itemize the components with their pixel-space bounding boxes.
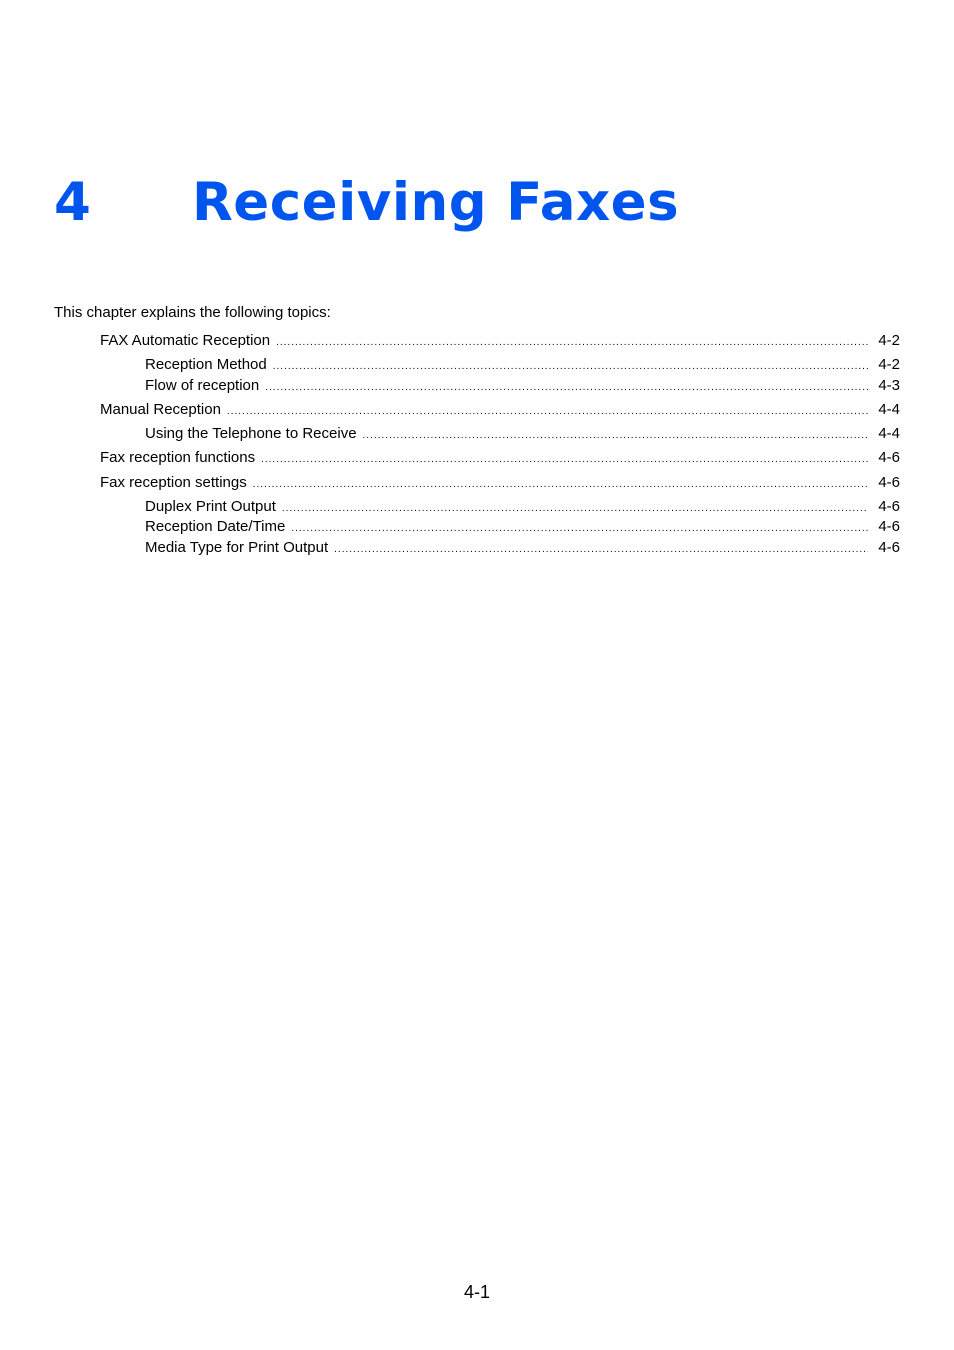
toc-entry-fax-reception-functions[interactable] [100, 449, 900, 467]
toc-entry-duplex-print-output[interactable] [145, 498, 900, 516]
toc-entry-page: 4-6 [878, 449, 900, 466]
toc-entry-page: 4-2 [878, 332, 900, 349]
chapter-title: Receiving Faxes [192, 172, 680, 233]
toc-dot-leader [265, 379, 868, 395]
toc-dot-leader [334, 541, 868, 557]
toc-entry-label: Using the Telephone to Receive [145, 425, 357, 442]
toc-entry-fax-reception-settings[interactable] [100, 474, 900, 492]
toc-entry-media-type-for-print-output[interactable] [145, 539, 900, 557]
toc-entry-page: 4-4 [878, 425, 900, 442]
toc-entry-label: Reception Method [145, 356, 267, 373]
toc-dot-leader [261, 451, 868, 467]
toc-entry-label: Manual Reception [100, 401, 221, 418]
chapter-number: 4 [54, 172, 91, 233]
toc-entry-using-the-telephone-to-receive[interactable] [145, 425, 900, 443]
toc-entry-label: Reception Date/Time [145, 518, 286, 535]
toc-dot-leader [282, 500, 868, 516]
toc-entry-label: Duplex Print Output [145, 498, 276, 515]
toc-entry-page: 4-2 [878, 356, 900, 373]
toc-entry-fax-automatic-reception[interactable] [100, 332, 900, 350]
toc-entry-page: 4-6 [878, 518, 900, 535]
chapter-intro: This chapter explains the following topics: [54, 304, 331, 321]
toc-dot-leader [363, 427, 868, 443]
toc-dot-leader [273, 358, 868, 374]
toc-entry-manual-reception[interactable] [100, 401, 900, 419]
toc-dot-leader [291, 520, 868, 536]
toc-dot-leader [253, 476, 868, 492]
toc-entry-reception-method[interactable] [145, 356, 900, 374]
toc-entry-flow-of-reception[interactable] [145, 377, 900, 395]
toc-entry-label: Media Type for Print Output [145, 539, 329, 556]
toc-entry-page: 4-6 [878, 498, 900, 515]
page-number: 4-1 [463, 1282, 490, 1302]
toc-dot-leader [276, 334, 868, 350]
toc-entry-page: 4-3 [878, 377, 900, 394]
chapter-header [54, 168, 914, 238]
toc-entry-page: 4-4 [878, 401, 900, 418]
toc-entry-page: 4-6 [878, 474, 900, 491]
toc-entry-page: 4-6 [878, 539, 900, 556]
toc-entry-reception-date-time[interactable] [145, 518, 900, 536]
toc-dot-leader [227, 403, 868, 419]
toc-entry-label: Fax reception settings [100, 474, 247, 491]
toc-entry-label: Fax reception functions [100, 449, 256, 466]
toc-entry-label: Flow of reception [145, 377, 260, 394]
toc-entry-label: FAX Automatic Reception [100, 332, 271, 349]
